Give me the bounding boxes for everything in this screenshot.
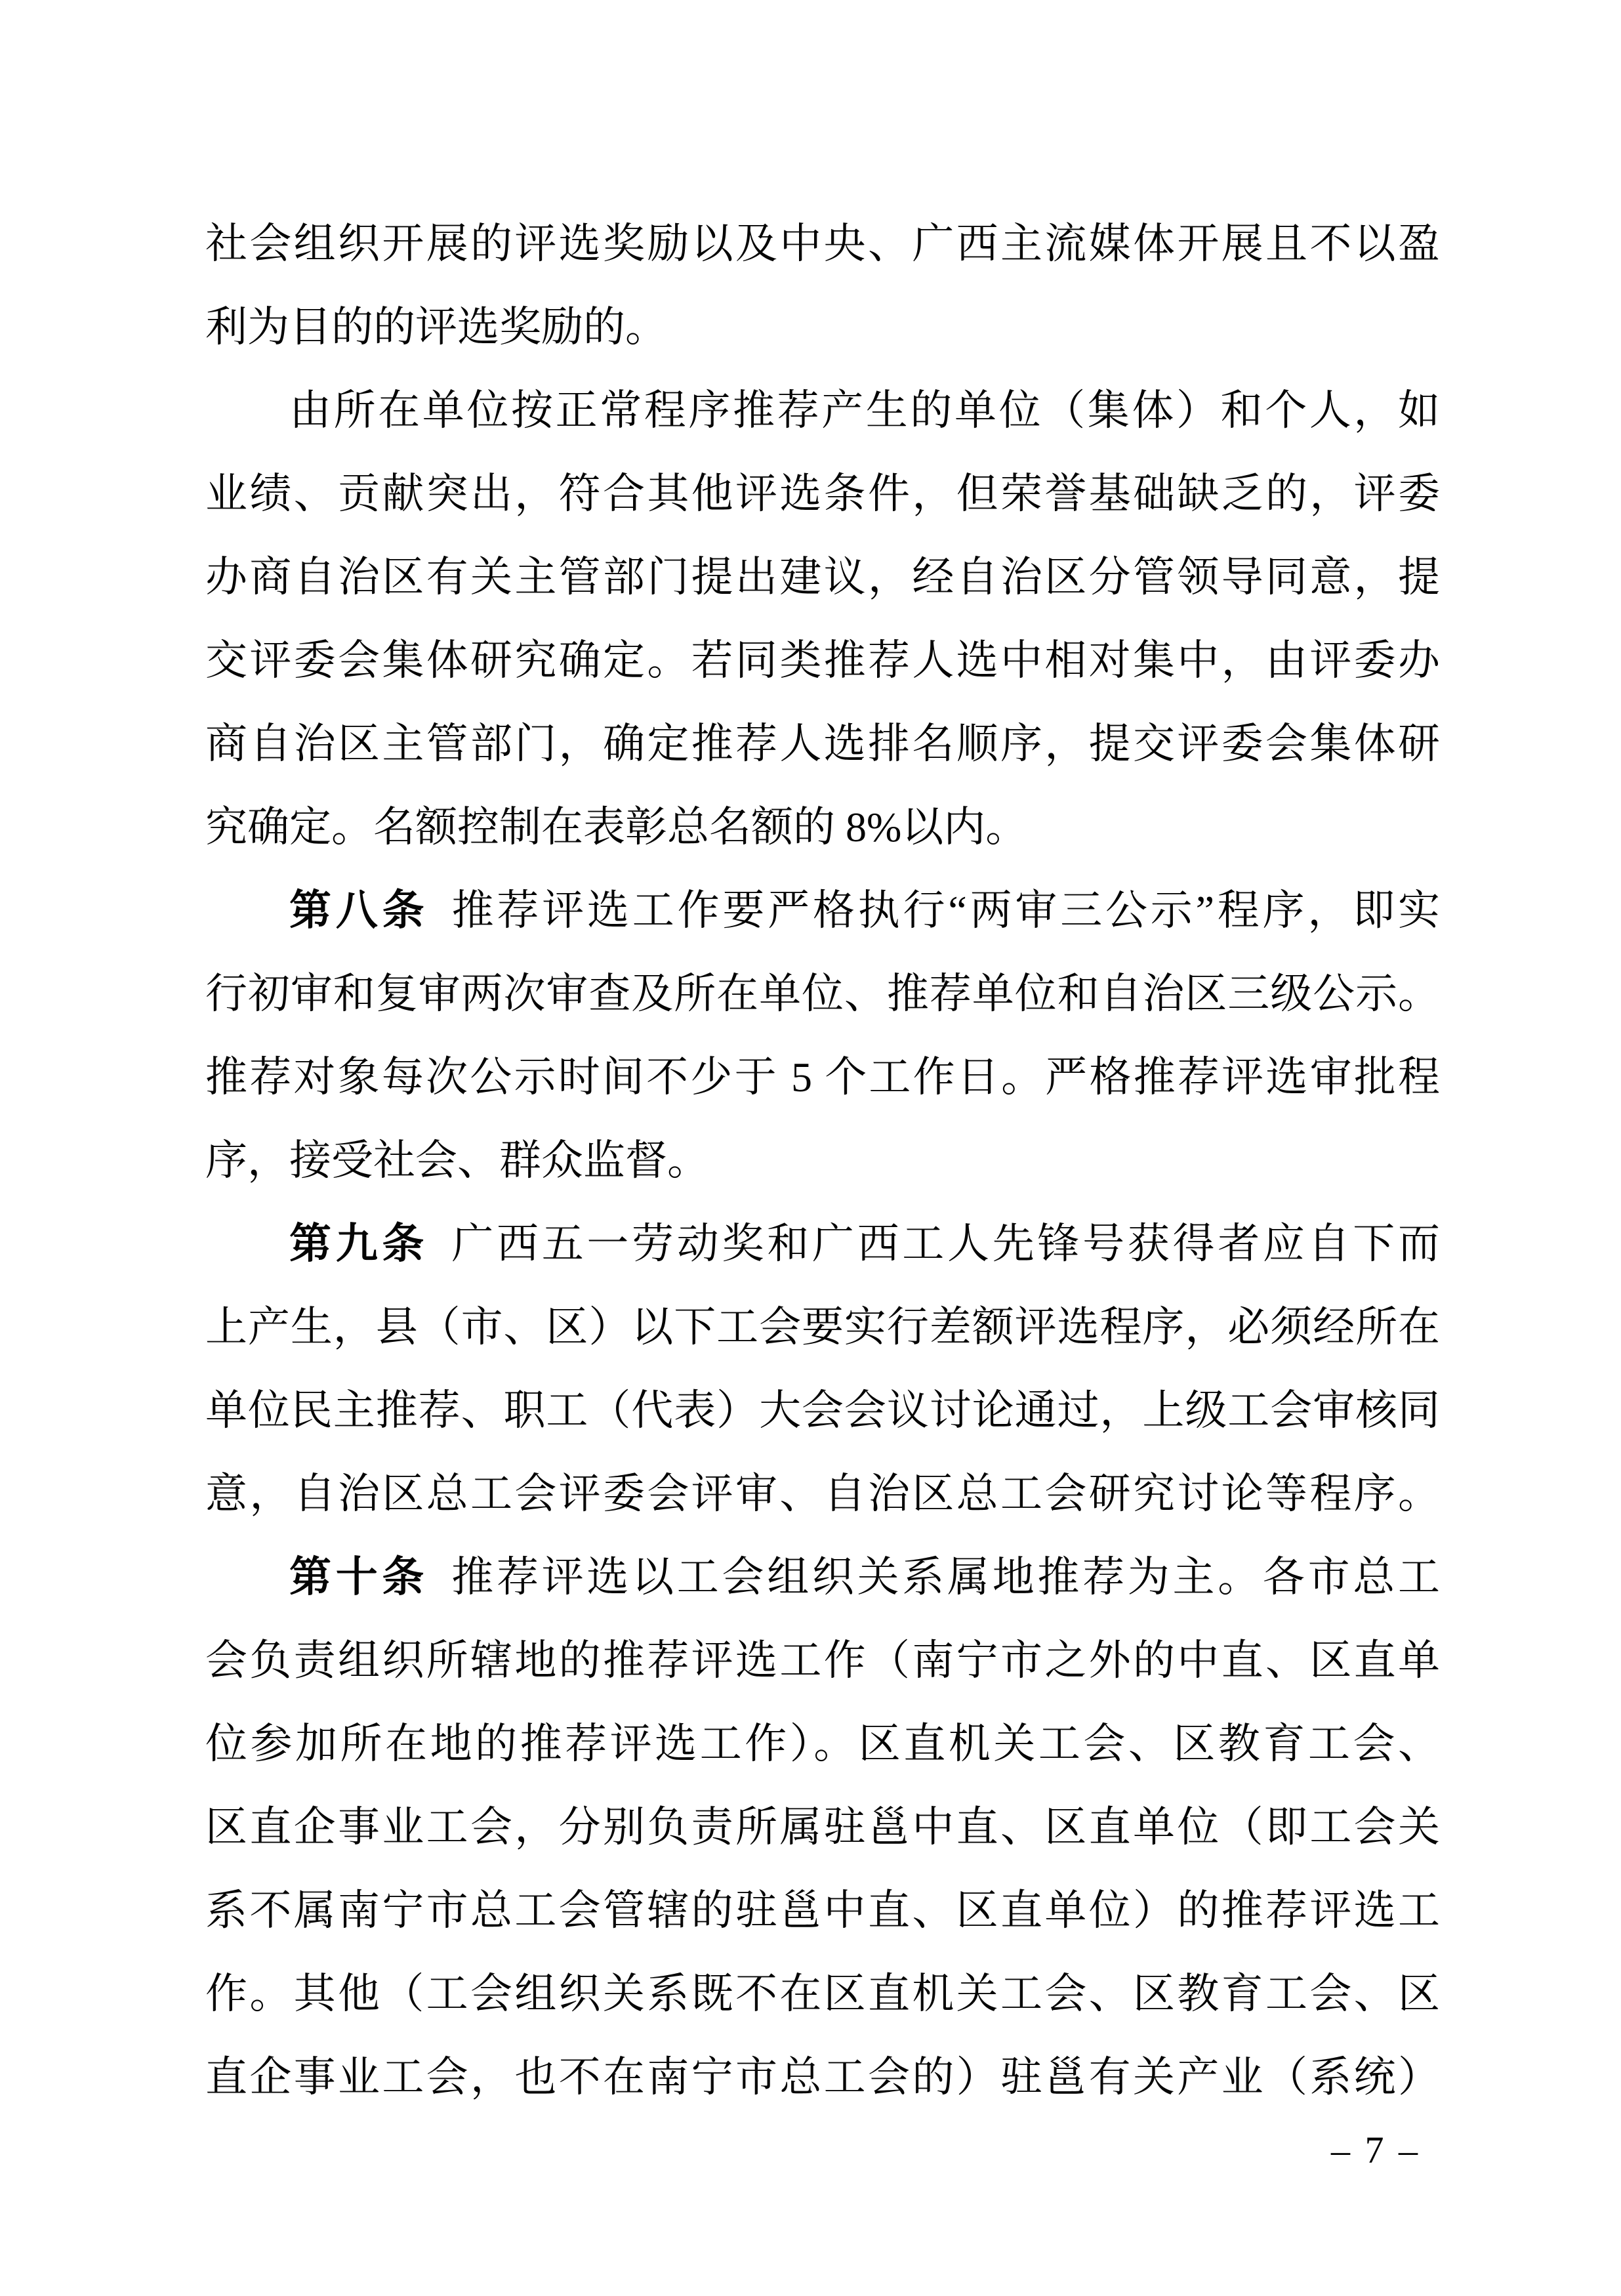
article-number-bold: 第八条 [289,887,429,934]
text-line: 直企事业工会，也不在南宁市总工会的）驻邕有关产业（系统） [205,2054,1440,2100]
text-line: 意，自治区总工会评委会评审、自治区总工会研究讨论等程序。 [205,1471,1440,1517]
text-line: 区直企事业工会，分别负责所属驻邕中直、区直单位（即工会关 [205,1804,1440,1850]
article-text: 广西五一劳动奖和广西工人先锋号获得者应自下而 [451,1221,1441,1267]
text-line: 利为目的的评选奖励的。 [205,304,667,350]
text-line: 上产生，县（市、区）以下工会要实行差额评选程序，必须经所在 [205,1304,1440,1350]
text-line [205,1202,1440,1285]
text-line: 商自治区主管部门，确定推荐人选排名顺序，提交评委会集体研 [205,720,1440,767]
text-line: 行初审和复审两次审查及所在单位、推荐单位和自治区三级公示。 [205,971,1440,1017]
article-text: 推荐评选工作要严格执行“两审三公示”程序，即实 [451,887,1441,934]
text-line: 由所在单位按正常程序推荐产生的单位（集体）和个人，如 [289,387,1440,434]
text-line: 推荐对象每次公示时间不少于 5 个工作日。严格推荐评选审批程 [205,1054,1440,1100]
text-block [205,202,1440,2119]
text-line: 单位民主推荐、职工（代表）大会会议讨论通过，上级工会审核同 [205,1387,1440,1434]
text-line: 业绩、贡献突出，符合其他评选条件，但荣誉基础缺乏的，评委 [205,470,1440,517]
text-line [205,869,1440,952]
text-line: 会负责组织所辖地的推荐评选工作（南宁市之外的中直、区直单 [205,1637,1440,1684]
text-line: 办商自治区有关主管部门提出建议，经自治区分管领导同意，提 [205,554,1440,600]
article-number-bold: 第十条 [289,1553,429,1600]
text-line [205,1535,1440,1619]
article-number-bold: 第九条 [289,1220,429,1267]
text-line: 社会组织开展的评选奖励以及中央、广西主流媒体开展且不以盈 [205,220,1440,267]
page-number: – 7 – [1331,2129,1420,2171]
article-text: 推荐评选以工会组织关系属地推荐为主。各市总工 [451,1554,1441,1600]
text-line: 位参加所在地的推荐评选工作）。区直机关工会、区教育工会、 [205,1721,1440,1767]
text-line: 系不属南宁市总工会管辖的驻邕中直、区直单位）的推荐评选工 [205,1887,1440,1934]
text-line: 交评委会集体研究确定。若同类推荐人选中相对集中，由评委办 [205,637,1440,684]
text-line: 作。其他（工会组织关系既不在区直机关工会、区教育工会、区 [205,1971,1440,2017]
text-line: 序，接受社会、群众监督。 [205,1137,709,1184]
text-line: 究确定。名额控制在表彰总名额的 8%以内。 [205,804,1028,850]
